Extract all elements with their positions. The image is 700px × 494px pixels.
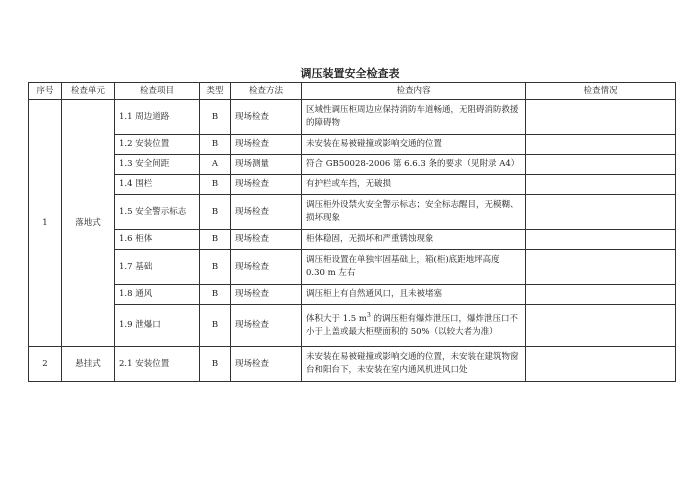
type-cell: B [200,135,231,155]
item-cell: 2.1 安装位置 [115,347,200,382]
item-cell: 1.1 周边道路 [115,100,200,135]
type-cell: B [200,195,231,230]
content-text: 的调压柜有爆炸泄压口，爆炸泄压口不小于上盖或最大柜壁面积的 50%（以较大者为准） [306,313,519,337]
content-cell: 未安装在易被碰撞或影响交通的位置，未安装在建筑物窗台和阳台下，未安装在室内通风机进风口处 [302,347,526,382]
status-cell [526,135,676,155]
group-unit: 悬挂式 [62,347,115,382]
type-cell: B [200,285,231,305]
content-cell: 未安装在易被碰撞或影响交通的位置 [302,135,526,155]
method-cell: 现场检查 [231,230,302,250]
header-row [29,83,676,100]
method-cell: 现场检查 [231,347,302,382]
item-cell: 1.5 安全警示标志 [115,195,200,230]
group-unit: 落地式 [62,100,115,347]
type-cell: A [200,155,231,175]
type-cell: B [200,250,231,285]
table-row [29,230,676,250]
status-cell [526,195,676,230]
table-row [29,347,676,382]
method-cell: 现场检查 [231,305,302,347]
superscript: 3 [366,311,371,319]
content-cell: 柜体稳固，无损坏和严重锈蚀现象 [302,230,526,250]
header-status: 检查情况 [526,83,676,100]
item-cell: 1.8 通风 [115,285,200,305]
method-cell: 现场检查 [231,195,302,230]
status-cell [526,347,676,382]
item-cell: 1.9 泄爆口 [115,305,200,347]
table-row [29,250,676,285]
table-row [29,135,676,155]
status-cell [526,175,676,195]
item-cell: 1.2 安装位置 [115,135,200,155]
item-cell: 1.4 围栏 [115,175,200,195]
content-cell: 区域性调压柜周边应保持消防车道畅通，无阻碍消防救援的障碍物 [302,100,526,135]
method-cell: 现场检查 [231,285,302,305]
item-cell: 1.7 基础 [115,250,200,285]
status-cell [526,305,676,347]
type-cell: B [200,347,231,382]
content-text: 体积大于 1.5 m [306,313,367,324]
type-cell: B [200,175,231,195]
status-cell [526,100,676,135]
group-no: 2 [29,347,62,382]
content-cell: 符合 GB50028-2006 第 6.6.3 条的要求（见附录 A4） [302,155,526,175]
method-cell: 现场检查 [231,135,302,155]
table-row [29,100,676,135]
table-row [29,305,676,347]
header-type: 类型 [200,83,231,100]
header-unit: 检查单元 [62,83,115,100]
header-content: 检查内容 [302,83,526,100]
method-cell: 现场测量 [231,155,302,175]
item-cell: 1.3 安全间距 [115,155,200,175]
method-cell: 现场检查 [231,175,302,195]
header-method: 检查方法 [231,83,302,100]
header-no: 序号 [29,83,62,100]
content-cell: 调压柜外设禁火安全警示标志；安全标志醒目，无模糊、损坏现象 [302,195,526,230]
type-cell: B [200,305,231,347]
header-item: 检查项目 [115,83,200,100]
content-cell: 调压柜上有自然通风口，且未被堵塞 [302,285,526,305]
method-cell: 现场检查 [231,100,302,135]
table-row [29,195,676,230]
group-no: 1 [29,100,62,347]
content-cell [302,305,526,347]
table-row [29,155,676,175]
type-cell: B [200,100,231,135]
type-cell: B [200,230,231,250]
table-row [29,285,676,305]
content-cell: 调压柜设置在单独牢固基础上，箱(柜)底距地坪高度 0.30 m 左右 [302,250,526,285]
table-row [29,175,676,195]
method-cell: 现场检查 [231,250,302,285]
status-cell [526,250,676,285]
page-title: 调压装置安全检查表 [300,67,400,80]
status-cell [526,230,676,250]
status-cell [526,285,676,305]
item-cell: 1.6 柜体 [115,230,200,250]
status-cell [526,155,676,175]
content-cell: 有护栏或车挡，无破损 [302,175,526,195]
safety-check-table [28,82,676,382]
